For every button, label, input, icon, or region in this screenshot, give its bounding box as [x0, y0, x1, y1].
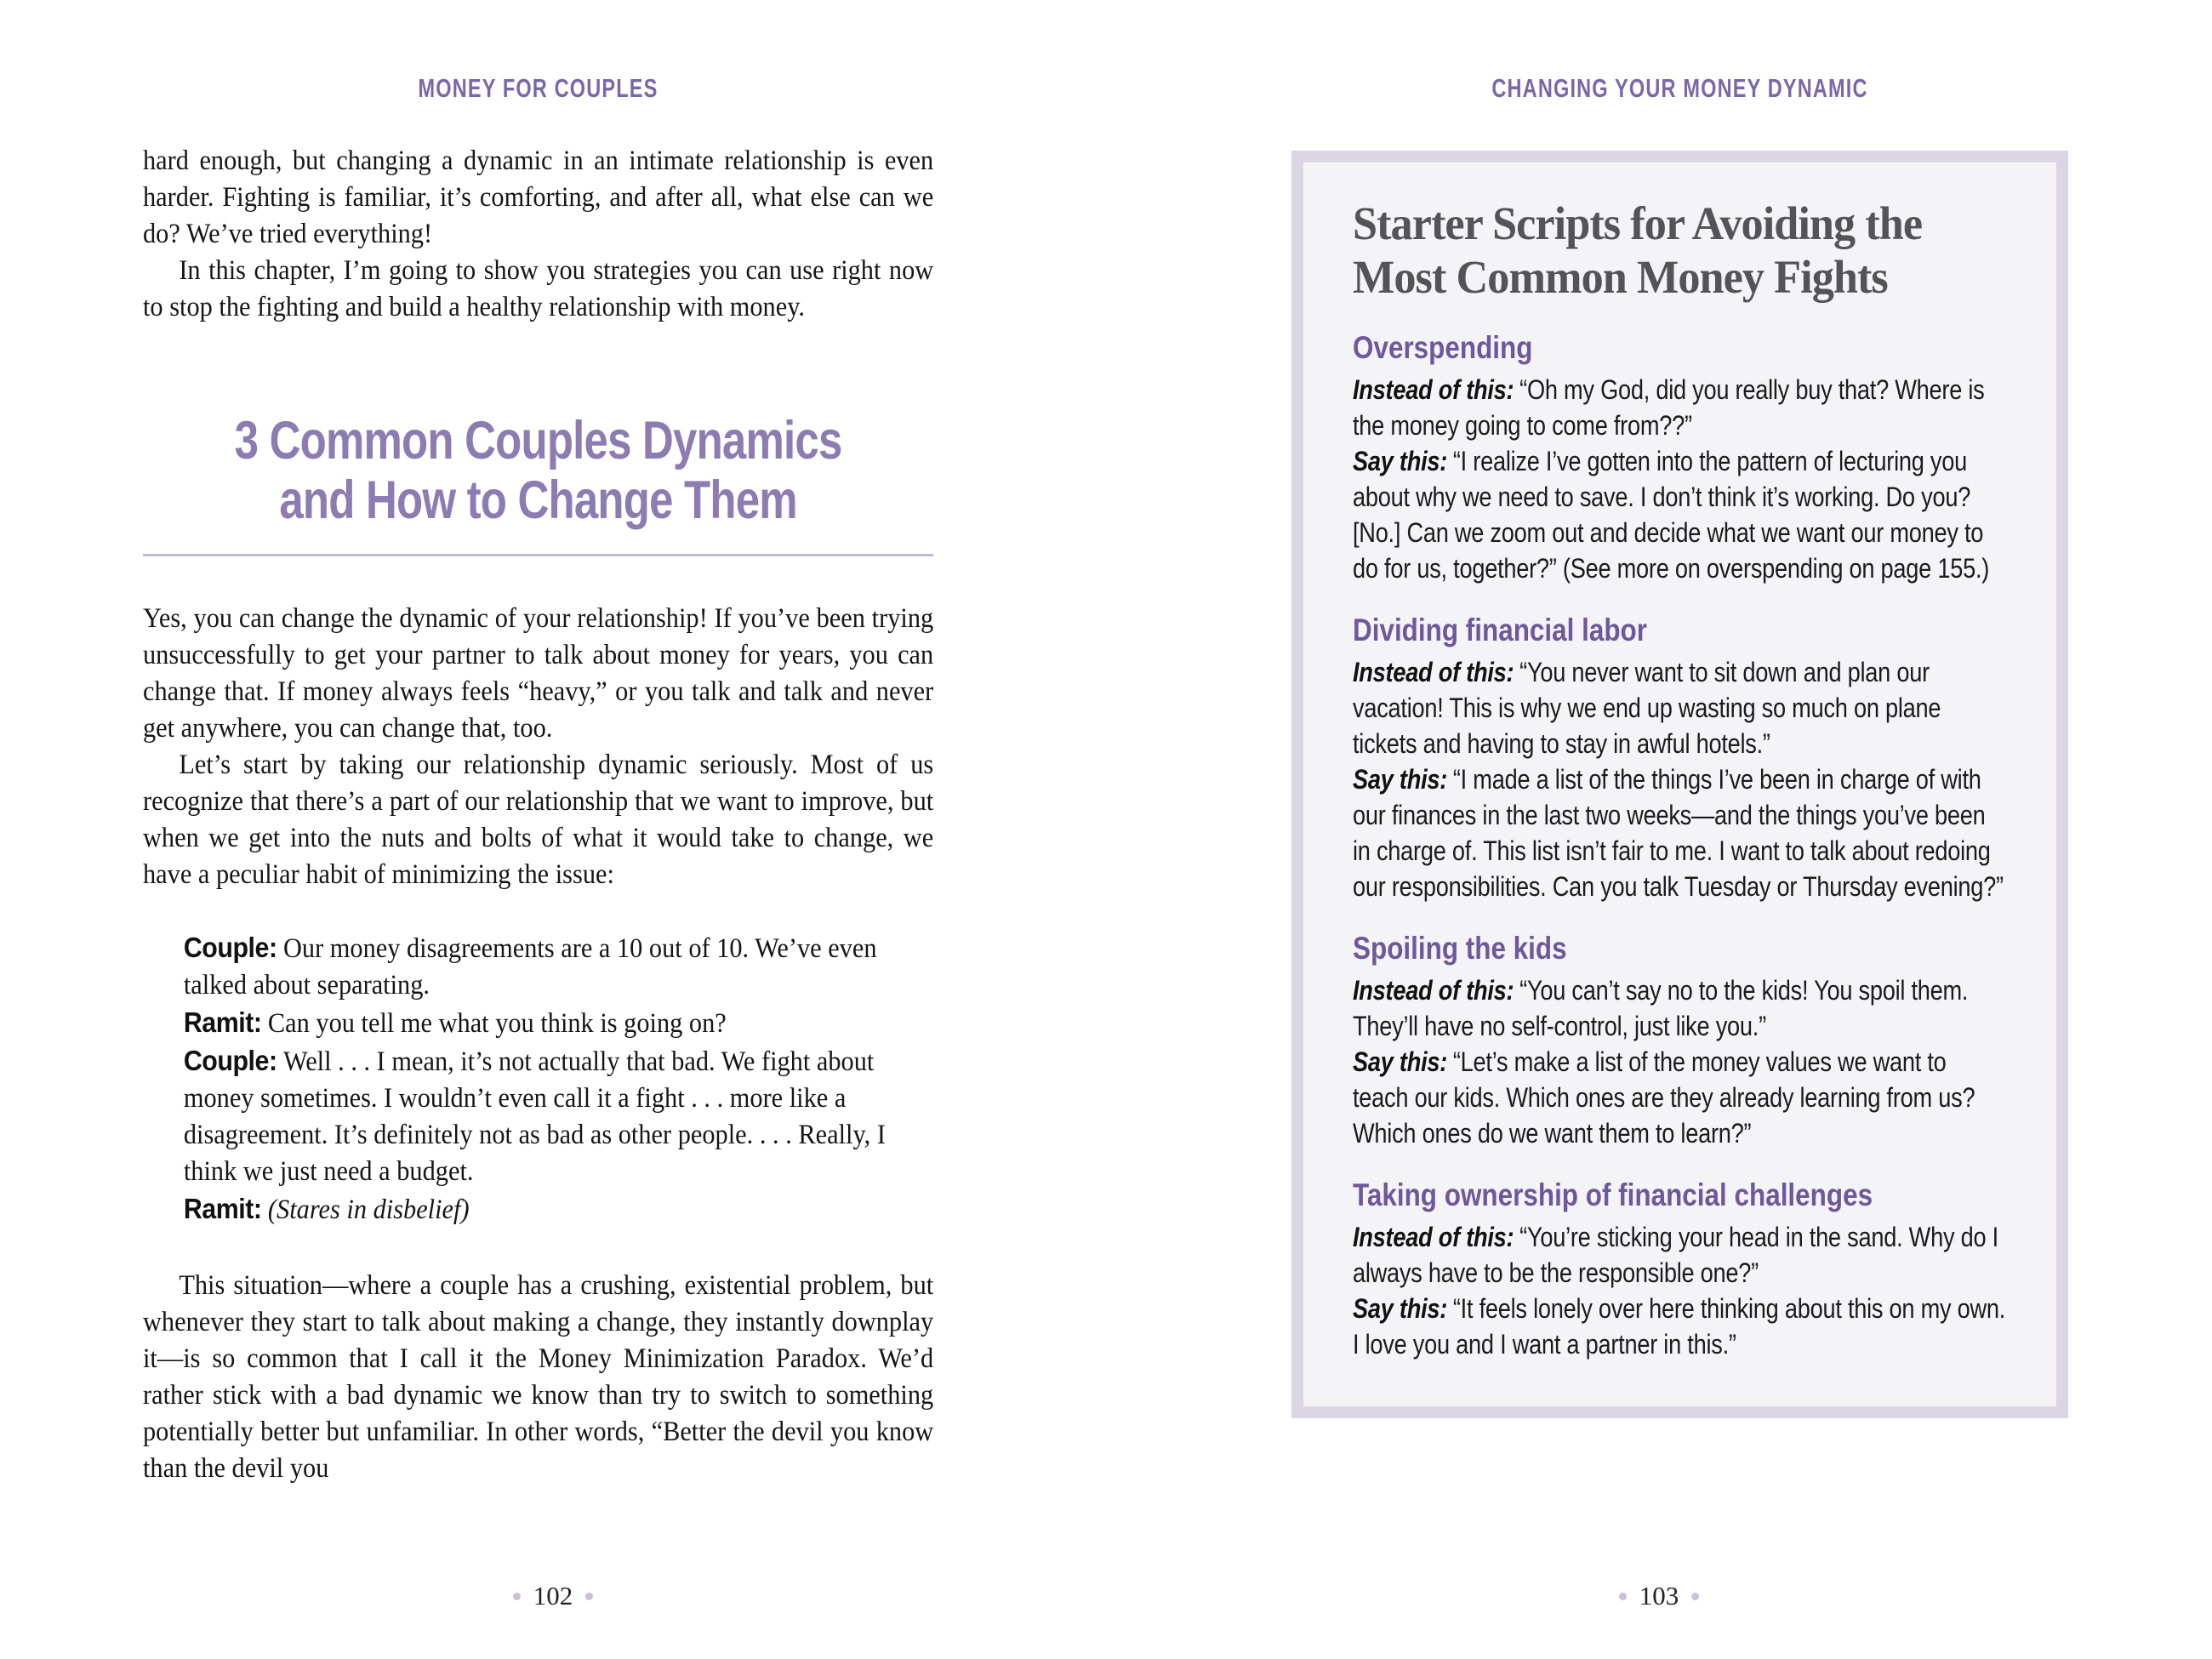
- dialogue-line: [184, 1190, 888, 1229]
- instead-paragraph: [1353, 654, 2007, 761]
- section-heading: Spoiling the kids: [1353, 931, 1567, 966]
- right-page: [1106, 0, 2212, 1659]
- paragraph: hard enough, but changing a dynamic in an intimate relationship is even harder. Fighting is familiar, it’s comforting, and after all, what else can we do? We’ve tried everything!: [143, 145, 934, 249]
- say-label: Say this:: [1353, 1046, 1448, 1077]
- dialogue-line: [184, 929, 888, 1004]
- say-label: Say this:: [1353, 446, 1448, 476]
- say-label: Say this:: [1353, 764, 1448, 795]
- dialogue-line: [184, 1042, 888, 1190]
- say-text: “I realize I’ve gotten into the pattern of lecturing you about why we need to save. I don’t think it’s working. Do you? [No.] Can we zoom out and decide what we want our money to do for us, together?” (See more on overspending on page 155.): [1353, 446, 1990, 584]
- dialogue-speaker: Couple:: [183, 1045, 277, 1076]
- page-number-dot: [513, 1593, 521, 1600]
- say-text: “Let’s make a list of the money values we want to teach our kids. Which ones are they already learning from us? Which ones do we want them to learn?”: [1353, 1046, 1975, 1149]
- dialogue-block: [184, 929, 888, 1229]
- instead-text: “Oh my God, did you really buy that? Where is the money going to come from??”: [1353, 374, 1985, 441]
- instead-text: “You can’t say no to the kids! You spoil them. They’ll have no self-control, just like you.”: [1353, 975, 1969, 1041]
- section-divider: [143, 554, 933, 556]
- page-number-right: [1106, 1581, 2212, 1611]
- running-head-left: MONEY FOR COUPLES: [418, 73, 658, 103]
- paragraph: In this chapter, I’m going to show you strategies you can use right now to stop the fighting and build a healthy relationship with money.: [143, 255, 934, 322]
- instead-paragraph: [1353, 972, 2007, 1044]
- say-paragraph: [1353, 761, 2007, 904]
- instead-label: Instead of this:: [1353, 657, 1514, 687]
- say-paragraph: [1353, 443, 2007, 586]
- chapter-heading-line2: and How to Change Them: [279, 470, 797, 530]
- instead-paragraph: [1353, 1219, 2007, 1291]
- paragraph: This situation—where a couple has a crushing, existential problem, but whenever they start to talk about making a change, they instantly downplay it—is so common that I call it the Money Minimization Paradox. We’d rather stick with a bad dynamic we know than try to switch to something potentially better but unfamiliar. In other words, “Better the devil you know than the devil you: [143, 1270, 934, 1484]
- say-paragraph: [1353, 1044, 2007, 1151]
- dialogue-line: [184, 1004, 888, 1042]
- box-sections: [1353, 329, 2007, 1362]
- instead-label: Instead of this:: [1353, 975, 1514, 1006]
- instead-label: Instead of this:: [1353, 1222, 1514, 1252]
- dialogue-speaker: Couple:: [183, 932, 277, 963]
- dialogue-text: Can you tell me what you think is going on?: [267, 1008, 727, 1039]
- box-title-line1: Starter Scripts for Avoiding the: [1353, 197, 1923, 249]
- box-title-line2: Most Common Money Fights: [1353, 251, 1888, 303]
- dialogue-text: Our money disagreements are a 10 out of 10. We’ve even talked about separating.: [183, 933, 877, 1001]
- box-title: [1353, 197, 1975, 304]
- page-number-left: [0, 1581, 1106, 1611]
- instead-text: “You’re sticking your head in the sand. Why do I always have to be the responsible one?”: [1353, 1222, 1998, 1288]
- say-text: “I made a list of the things I’ve been in charge of with our finances in the last two weeks—and the things you’ve been in charge of. This list isn’t fair to me. I want to talk about redoing our responsibilities. Can you talk Tuesday or Thursday evening?”: [1353, 764, 2004, 902]
- chapter-heading: [191, 411, 887, 530]
- starter-scripts-box: [1291, 151, 2068, 1418]
- page-number: 103: [1639, 1581, 1679, 1611]
- page-number-dot: [1619, 1593, 1627, 1600]
- left-text-column: [143, 143, 933, 1487]
- page-number: 102: [533, 1581, 573, 1611]
- paragraph: Let’s start by taking our relationship dynamic seriously. Most of us recognize that there’s a part of our relationship that we want to improve, but when we get into the nuts and bolts of what it would take to change, we have a peculiar habit of minimizing the issue:: [143, 750, 934, 890]
- script-section-spoiling-kids: [1353, 930, 2007, 1151]
- instead-paragraph: [1353, 372, 2007, 443]
- dialogue-text: Well . . . I mean, it’s not actually that bad. We fight about money sometimes. I wouldn’t even call it a fight . . . more like a disagreement. It’s definitely not as bad as other people. . . . Really, I think we just need a budget.: [183, 1046, 886, 1187]
- paragraph: Yes, you can change the dynamic of your relationship! If you’ve been trying unsuccessfully to get your partner to talk about money for years, you can change that. If money always feels “heavy,” or you talk and talk and never get anywhere, you can change that, too.: [143, 603, 934, 744]
- page-number-dot: [1691, 1593, 1699, 1600]
- script-section-dividing-labor: [1353, 612, 2007, 904]
- dialogue-speaker: Ramit:: [183, 1193, 262, 1224]
- say-paragraph: [1353, 1291, 2007, 1362]
- page-number-dot: [585, 1593, 593, 1600]
- section-heading: Overspending: [1353, 330, 1533, 365]
- say-label: Say this:: [1353, 1293, 1448, 1324]
- script-section-taking-ownership: [1353, 1177, 2007, 1362]
- dialogue-speaker: Ramit:: [183, 1006, 262, 1038]
- chapter-heading-line1: 3 Common Couples Dynamics: [234, 411, 842, 470]
- instead-label: Instead of this:: [1353, 374, 1514, 405]
- section-heading: Dividing financial labor: [1353, 613, 1648, 647]
- say-text: “It feels lonely over here thinking about this on my own. I love you and I want a partner in this.”: [1353, 1293, 2006, 1360]
- dialogue-text: (Stares in disbelief): [267, 1194, 470, 1225]
- instead-text: “You never want to sit down and plan our vacation! This is why we end up wasting so much on plane tickets and having to stay in awful hotels.”: [1353, 657, 1941, 759]
- section-heading: Taking ownership of financial challenges: [1353, 1177, 1873, 1212]
- running-head-right: CHANGING YOUR MONEY DYNAMIC: [1491, 73, 1868, 103]
- script-section-overspending: [1353, 329, 2007, 586]
